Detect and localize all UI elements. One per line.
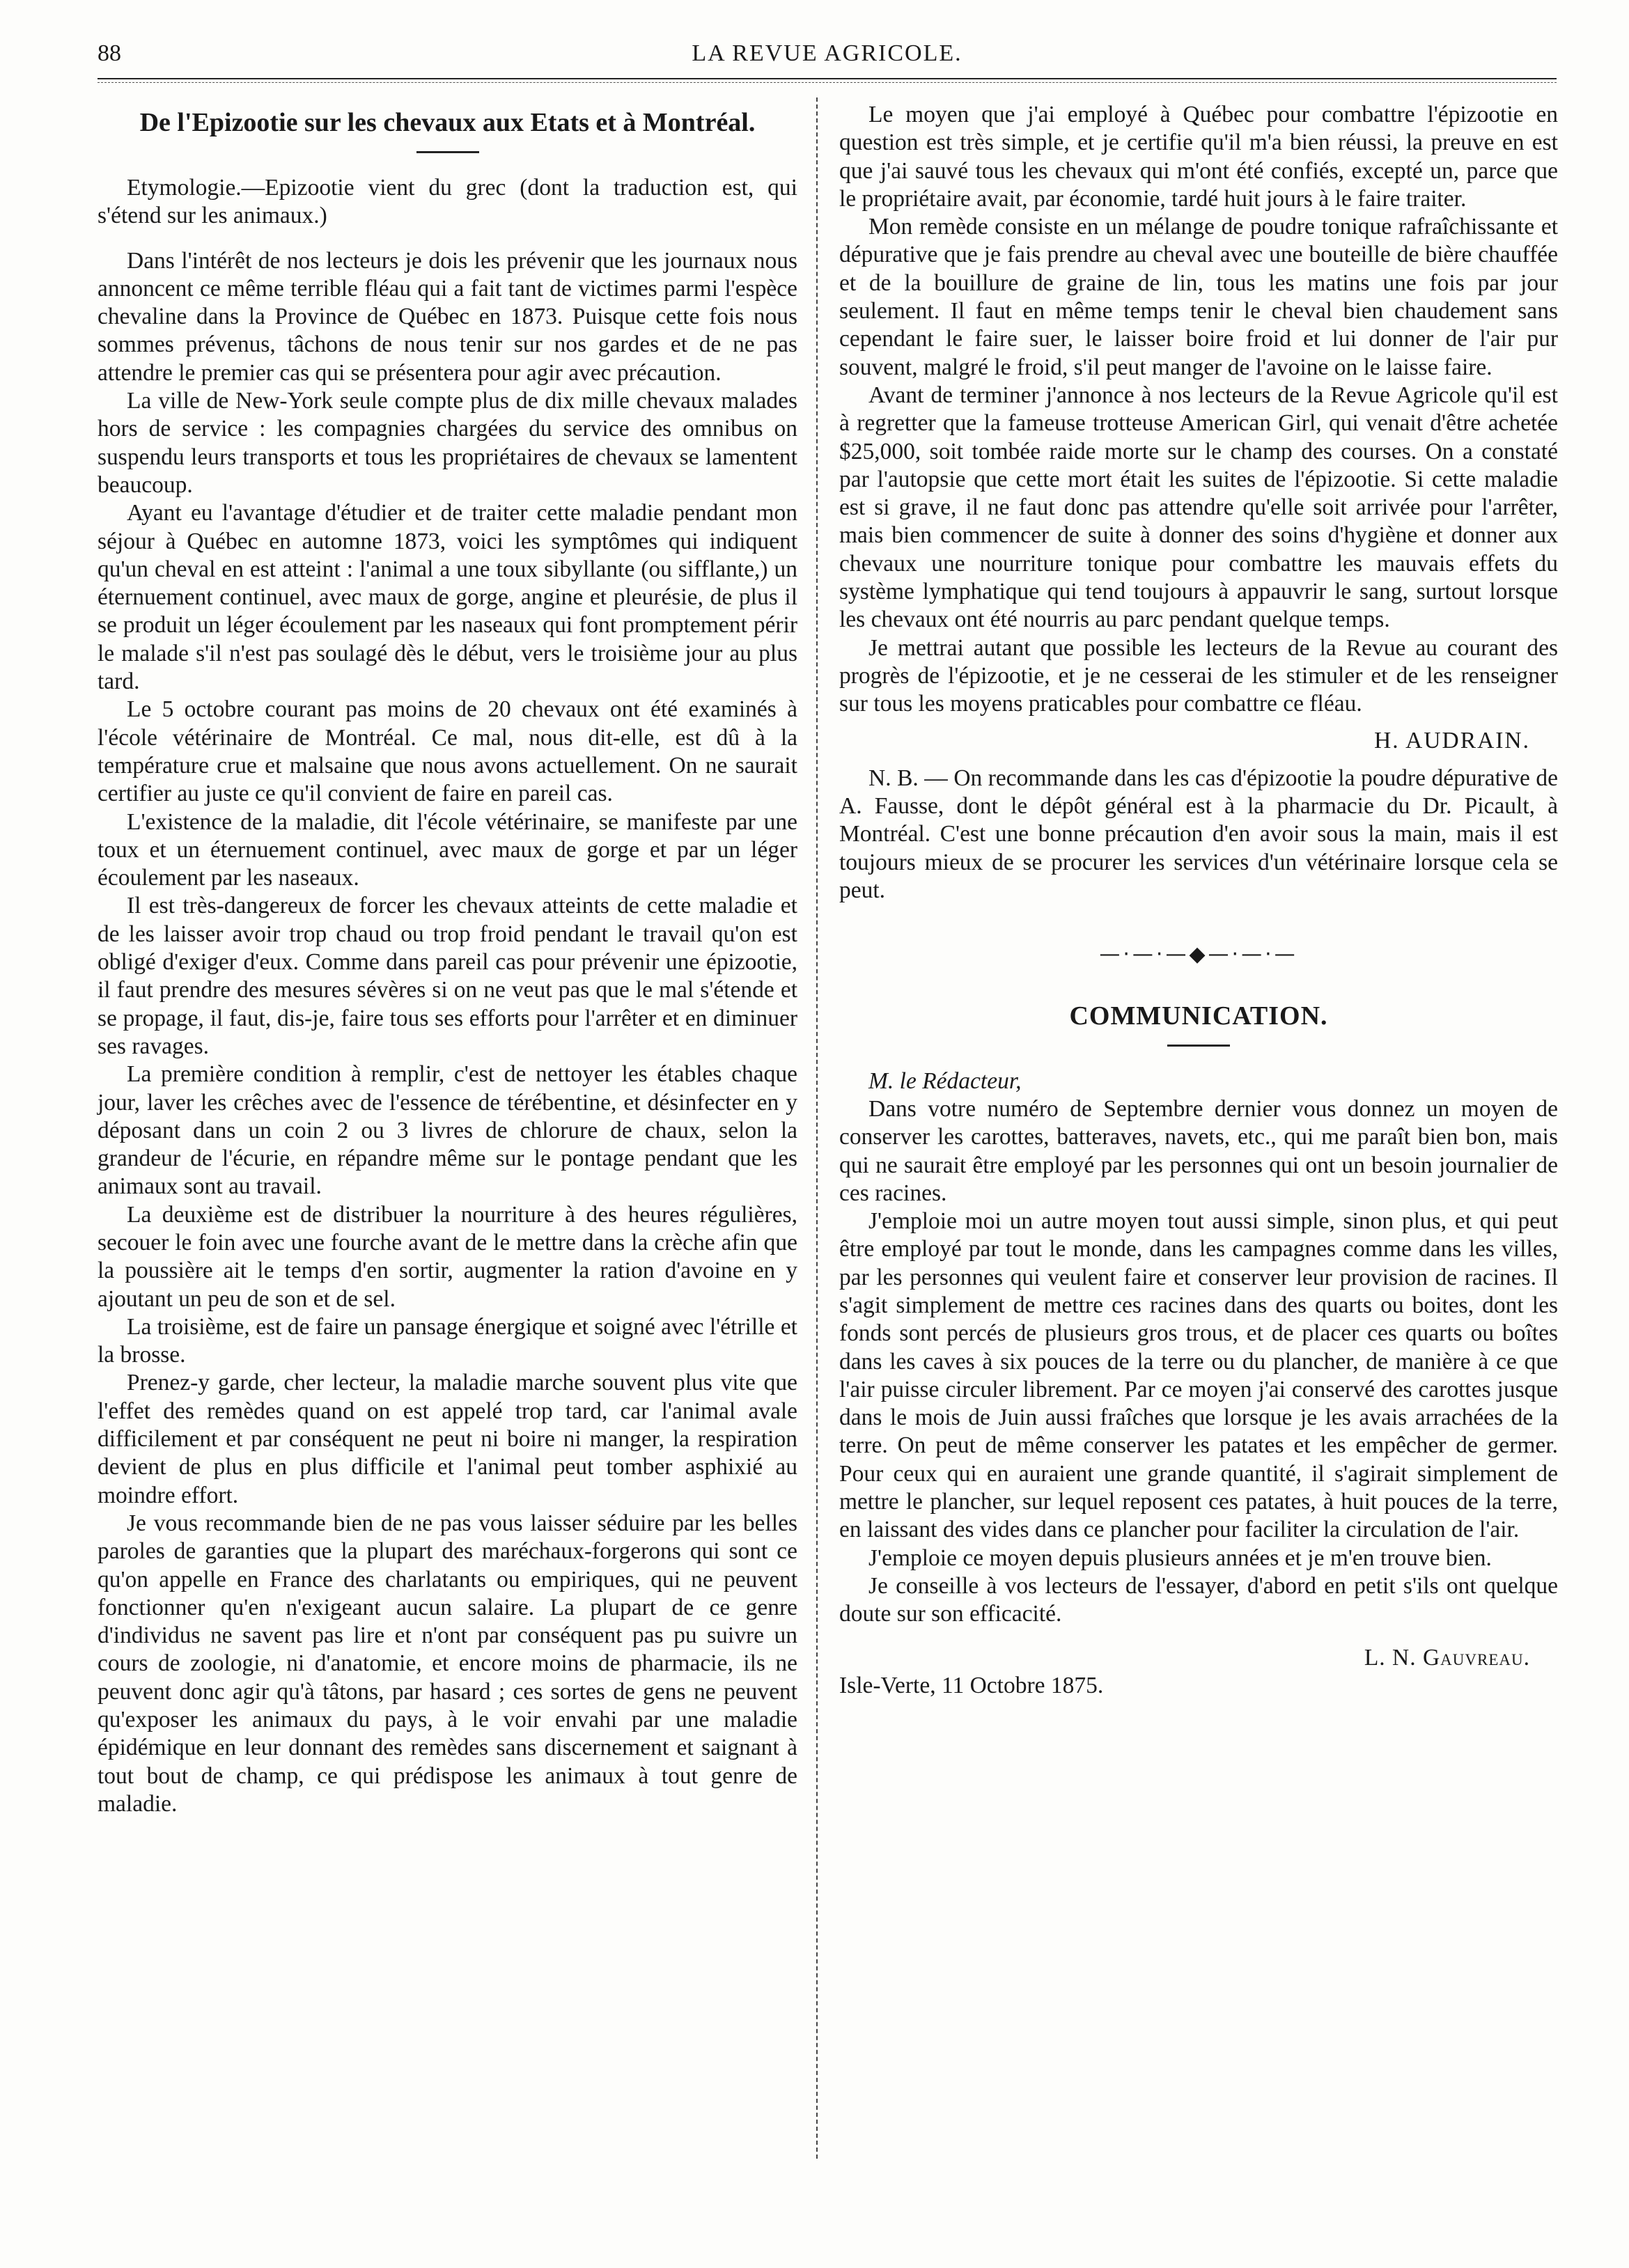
paragraph: La première condition à remplir, c'est de nettoyer les étables chaque jour, laver les crêches avec de l'essence de térébentine, et désinfecter en y déposant dans un coin 2 ou 3 livres de chlorure de chaux, selon la grandeur de l'écurie, en répandre même sur le pontage pendant que les animaux sont au travail. bbox=[98, 1061, 797, 1200]
paragraph: Le 5 octobre courant pas moins de 20 chevaux ont été examinés à l'école vétérinaire de Montréal. Ce mal, nous dit-elle, est dû à la température crue et malsaine que nous avons actuellement. On ne saurait certifier au juste ce qu'il convient de faire en pareil cas. bbox=[98, 696, 797, 807]
communication-rule bbox=[1167, 1045, 1230, 1047]
running-head bbox=[98, 36, 1557, 71]
article-title: De l'Epizootie sur les chevaux aux Etats et à Montréal. bbox=[139, 108, 756, 137]
dateline: Isle-Verte, 11 Octobre 1875. bbox=[839, 1672, 1104, 1698]
title-rule bbox=[416, 151, 479, 153]
paragraph: Le moyen que j'ai employé à Québec pour combattre l'épizootie en question est très simple, et je certifie qu'il m'a bien réussi, la preuve en est que j'ai sauvé tous les chevaux qui m'ont été confiés, excepté un, parce que le propriétaire avait, par économie, tardé huit jours à le faire traiter. bbox=[839, 102, 1558, 212]
paragraph-etymologie: Etymologie.—Epizootie vient du grec (dont la traduction est, qui s'étend sur les animaux.) bbox=[98, 175, 797, 229]
paragraph: La troisième, est de faire un pansage énergique et soigné avec l'étrille et la brosse. bbox=[98, 1313, 797, 1368]
section-ornament: —·—·—◆—·—·— bbox=[1099, 942, 1298, 967]
paragraph: J'emploie moi un autre moyen tout aussi simple, sinon plus, et qui peut être employé par tout le monde, dans les campagnes comme dans les villes, par les personnes qui veulent faire et conserver leur provision de racines. Il s'agit simplement de mettre ces racines dans des quarts ou boites, dont les fonds sont percés de plusieurs gros trous, et de placer ces quarts ou boîtes dans les caves à six pouces de la terre ou du plancher, de manière à ce que l'air puisse circuler librement. Par ce moyen j'ai conservé des carottes jusque dans le mois de Juin aussi fraîches que lorsque je les avais arrachées de la terre. On peut de même conserver les patates et les empêcher de germer. Pour ceux qui en auraient une grande quantité, il s'agirait simplement de mettre le plancher, sur lequel reposent ces patates, à huit pouces de la terre, en laissant des vides dans ce plancher pour faciliter la circulation de l'air. bbox=[839, 1208, 1558, 1543]
paragraph: Avant de terminer j'annonce à nos lecteurs de la Revue Agricole qu'il est à regretter que la fameuse trotteuse American Girl, qui venait d'être achetée $25,000, soit tombée raide morte sur le champ des courses. On a constaté par l'autopsie que cette mort était les suites de l'épizootie. Si cette maladie est si grave, il ne faut donc pas attendre qu'elle soit arrivée pour l'arrêter, mais bien commencer de suite à donner des soins d'hygiène et donner aux chevaux une nourriture tonique pour combattre les mauvais effets du système lymphatique qui tend toujours à appauvrir le sang, surtout lorsque les chevaux ont été nourris au parc pendant quelque temps. bbox=[839, 382, 1558, 633]
header-rule-dashed bbox=[98, 82, 1557, 83]
paragraph: La deuxième est de distribuer la nourriture à des heures régulières, secouer le foin avec une fourche avant de le mettre dans la crèche afin que la poussière ait le temps d'en sortir, augmenter la ration d'avoine en y ajoutant un peu de son et de sel. bbox=[98, 1201, 797, 1312]
paragraph: Ayant eu l'avantage d'étudier et de traiter cette maladie pendant mon séjour à Québec en automne 1873, voici les symptômes qui indiquent qu'un cheval en est atteint : l'animal a une toux sibyllante (ou sifflante,) un éternuement continuel, avec maux de gorge, angine et pleurésie, de plus il se produit un léger écoulement par les naseaux qui font promptement périr le malade s'il n'est pas soulagé dès le début, vers le troisième jour au plus tard. bbox=[98, 500, 797, 695]
paragraph: Je vous recommande bien de ne pas vous laisser séduire par les belles paroles de garanties que la plupart des maréchaux-forgerons qui sont ce qu'on appelle en France des charlatants ou empiriques, qui ne peuvent fonctionner qu'en n'exigeant aucun salaire. La plupart de ce genre d'individus ne savent pas lire et n'ont par conséquent pas pu suivre un cours de zoologie, ni d'anatomie, et encore moins de pharmacie, ils ne peuvent donc agir qu'à tâtons, par hasard ; ces sortes de gens ne peuvent qu'exposer les animaux du pays, à le voir envahi par une maladie épidémique en leur donnant des remèdes sans discernement et saignant à tout bout de champ, ce qui prédispose les animaux à tout genre de maladie. bbox=[98, 1510, 797, 1817]
communication-title: COMMUNICATION. bbox=[1069, 1001, 1328, 1031]
right-column bbox=[839, 101, 1558, 1700]
paragraph: Dans l'intérêt de nos lecteurs je dois les prévenir que les journaux nous annoncent ce même terrible fléau qui a fait tant de victimes parmi l'espèce chevaline dans la Province de Québec en 1873. Puisque cette fois nous sommes prévenus, tâchons de nous tenir sur nos gardes et de ne pas attendre le premier cas qui se présentera pour agir avec précaution. bbox=[98, 247, 797, 386]
paragraph: Je mettrai autant que possible les lecteurs de la Revue au courant des progrès de l'épizootie, et je ne cesserai de les stimuler et de les renseigner sur tous les moyens praticables pour combattre ce fléau. bbox=[839, 634, 1558, 717]
paragraph: Dans votre numéro de Septembre dernier vous donnez un moyen de conserver les carottes, batteraves, navets, etc., qui me paraît bien bon, mais qui ne saurait être employé par les personnes qui ont un besoin journalier de ces racines. bbox=[839, 1095, 1558, 1206]
nota-bene: N. B. — On recommande dans les cas d'épizootie la poudre dépurative de A. Fausse, dont le dépôt général est à la pharmacie du Dr. Picault, à Montréal. C'est une bonne précaution d'en avoir sous la main, mais il est toujours mieux de se procurer les services d'un vétérinaire lorsque cela se peut. bbox=[839, 765, 1558, 904]
paragraph: Je conseille à vos lecteurs de l'essayer, d'abord en petit s'ils ont quelque doute sur son efficacité. bbox=[839, 1572, 1558, 1627]
paragraph: Mon remède consiste en un mélange de poudre tonique rafraîchissante et dépurative que je fais prendre au cheval avec une bouteille de bière chauffée et de la bouillure de graine de lin, tous les matins une fois par jour seulement. Il faut en même temps tenir le cheval bien chaudement sans cependant le faire suer, le laisser boire froid et lui donner de l'air pur souvent, malgré le froid, s'il peut manger de l'avoine on le laisse faire. bbox=[839, 214, 1558, 380]
journal-title: LA REVUE AGRICOLE. bbox=[692, 40, 962, 66]
paragraph: Prenez-y garde, cher lecteur, la maladie marche souvent plus vite que l'effet des remèdes quand on est appelé trop tard, car l'animal avale difficilement et par conséquent ne peut ni boire ni manger, la respiration devient de plus en plus difficile et l'animal peut tomber asphixié au moindre effort. bbox=[98, 1370, 797, 1508]
signature-audrain: H. AUDRAIN. bbox=[1374, 727, 1530, 753]
paragraph: La ville de New-York seule compte plus de dix mille chevaux malades hors de service : les compagnies chargées du service des omnibus on suspendu leurs transports et tous les propriétaires de chevaux se lamentent beaucoup. bbox=[98, 388, 797, 498]
page-number: 88 bbox=[98, 40, 121, 66]
salutation: M. le Rédacteur, bbox=[868, 1067, 1022, 1094]
column-divider bbox=[816, 97, 818, 2159]
header-rule bbox=[98, 78, 1557, 79]
paragraph-gap bbox=[98, 230, 797, 247]
paragraph: L'existence de la maladie, dit l'école vétérinaire, se manifeste par une toux et un éternuement continuel, avec maux de gorge et par un léger écoulement par les naseaux. bbox=[98, 808, 797, 891]
paragraph: Il est très-dangereux de forcer les chevaux atteints de cette maladie et de les laisser avoir trop chaud ou trop froid pendant le travail qu'on est obligé d'exiger d'eux. Comme dans pareil cas pour prévenir une épizootie, il faut prendre des mesures sévères si on ne veut pas que le mal s'étende et se propage, il faut, dis-je, faire tous ses efforts pour l'arrêter et en diminuer ses ravages. bbox=[98, 893, 797, 1059]
signature-gauvreau: L. N. Gauvreau. bbox=[1364, 1644, 1530, 1671]
paragraph: J'emploie ce moyen depuis plusieurs années et je m'en trouve bien. bbox=[868, 1544, 1492, 1571]
left-column bbox=[98, 101, 797, 1818]
